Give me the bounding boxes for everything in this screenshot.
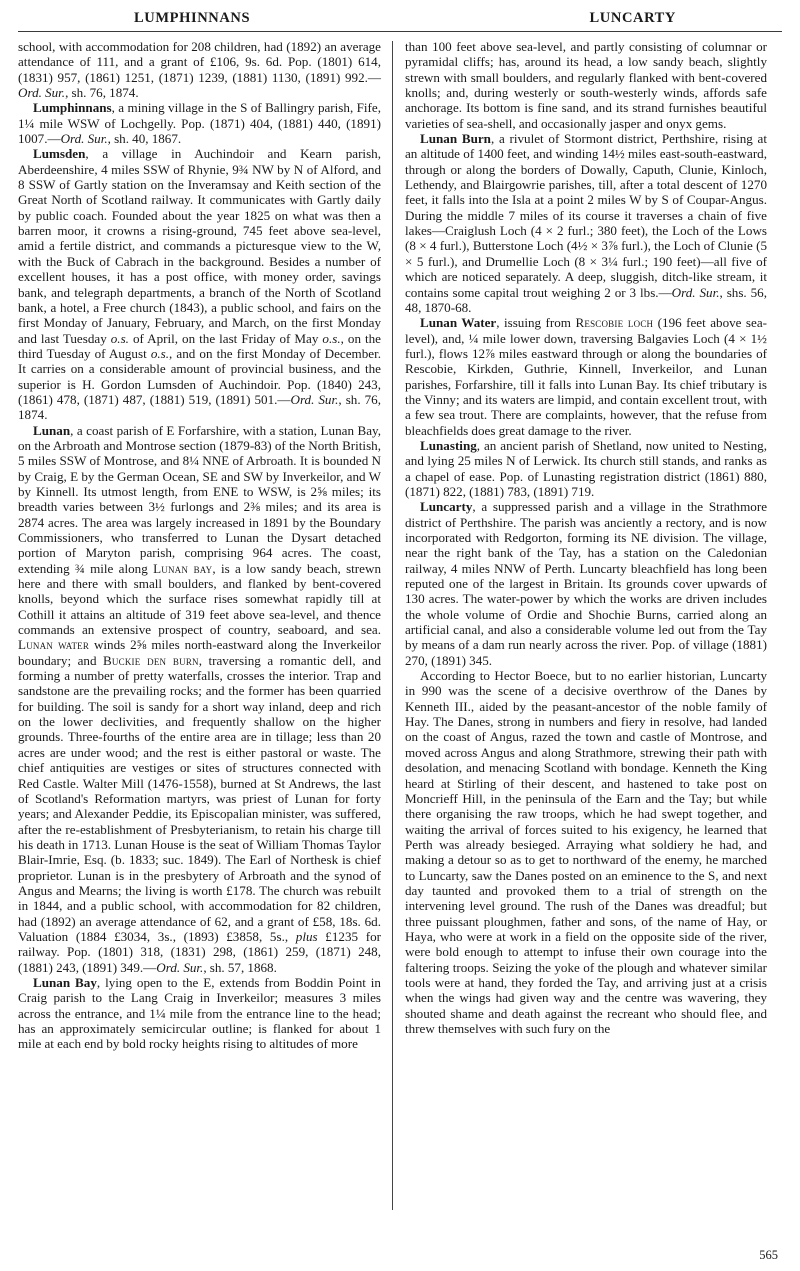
dictionary-entry: school, with accommodation for 208 children, had (1892) an average attendance of 111, and a grant of £106, 9s. 6d. Pop. (1801) 614, (1831) 957, (1861) 1251, (1871) 1239, (1881) 1130, (1891) 992.—Ord. Sur., sh. 76, 1874. [18, 39, 381, 101]
dictionary-entry: Lunan Water, issuing from Rescobie loch (196 feet above sea-level), and, ¼ mile lower down, traversing Balgavies Loch (4 × 1½ furl.), flows 12⅞ miles eastward through or along the boundaries of Rescobie, Kirkden, Guthrie, Kinnell, Inverkeilor, and Lunan parishes, Forfarshire, till it falls into Lunan Bay. Its chief tributary is the Vinny; and its waters are limpid, and contain excellent trout, with a few sea trout. There are complaints, however, that the refuse from bleachfields does great damage to the river. [405, 315, 767, 438]
header-rule [18, 31, 782, 32]
dictionary-entry: than 100 feet above sea-level, and partly consisting of columnar or pyramidal cliffs; has, around its head, a low sandy beach, slightly strewn with small boulders, and regularly flanked with bent-covered knolls; and, during westerly or south-westerly winds, affords safe anchorage. Its bottom is fine sand, and its strand furnishes beautiful varieties of sea-shell, and occasionally jasper and onyx gems. [405, 39, 767, 131]
entry-headword: Lunan Burn [420, 131, 491, 147]
dictionary-entry: Luncarty, a suppressed parish and a village in the Strathmore district of Perthshire. The parish was anciently a rectory, and is now incorporated with Redgorton, forming its NE division. The village, near the right bank of the Tay, has a station on the Caledonian railway, 4 miles NNW of Perth. Luncarty bleachfield has long been reputed one of the largest in Britain. Its grounds cover upwards of 130 acres. The water-power by which the works are driven includes the whole volume of Ordie and Shochie Burns, carried along an artificial canal, and also a considerable volume led out from the Tay by means of a dam run nearly across the river. Pop. of village (1881) 270, (1891) 345. [405, 499, 767, 668]
dictionary-entry: According to Hector Boece, but to no earlier historian, Luncarty in 990 was the scene of a decisive overthrow of the Danes by Kenneth III., aided by the peasant-ancestor of the noble family of Hay. The Danes, strong in numbers and fiery in resolve, had landed on the coast of Angus, razed the town and castle of Montrose, and moved across Angus and along Strathmore, strewing their path with desolation, and menacing Scotland with bondage. Kenneth the King heard at Stirling of their descent, and hastened to take post on Moncrieff Hill, in the peninsula of the Earn and the Tay; but while there organising the raw troops, which he had swept together, and waiting the arrival of forces suited to his exigency, he learned that Perth was already besieged. Arraying what soldiery he had, and making a detour so as to get to northward of the enemy, he marched to Luncarty, saw the Danes posted on an eminence to the S, and next day taunted and provoked them to a trial of strength on the intervening level ground. The rush of the Danes was dreadful; but three puissant ploughmen, father and sons, of the name of Hay, or Haya, who were at work in a field on the opposite side of the river, were bold enough to attempt to infuse their own courage into the faltering troops. Seizing the yoke of the plough and whatever similar tools were at hand, they forded the Tay, and arriving just at a crisis when the wings had given way and the centre was wavering, they shouted shame and death against the recreant who should flee, and threw themselves with such fury on the [405, 668, 767, 1036]
dictionary-entry: Lunasting, an ancient parish of Shetland, now united to Nesting, and lying 25 miles N of Lerwick. Its church still stands, and ranks as a chapel of ease. Pop. of Lunasting registration district (1861) 880, (1871) 822, (1881) 783, (1891) 719. [405, 437, 767, 499]
entry-headword: Luncarty [420, 499, 473, 515]
page-number: 565 [759, 1248, 778, 1262]
dictionary-entry: Lunan Bay, lying open to the E, extends from Boddin Point in Craig parish to the Lang Craig in Inverkeilor; measures 3 miles across the entrance, and 1¼ mile from the entrance line to the head; has an approximately semicircular outline; is flanked for about 1 mile at each end by bold rocky heights rising to altitudes of more [18, 974, 381, 1052]
entry-headword: Lunan [33, 422, 71, 438]
column-right [393, 39, 767, 1036]
running-head [18, 10, 782, 27]
dictionary-entry: Lunan Burn, a rivulet of Stormont district, Perthshire, rising at an altitude of 1400 feet, and winding 14½ miles east-south-eastward, through or along the borders of Dowally, Caputh, Clunie, Kinloch, Lethendy, and Blairgowrie parishes, till, after a total descent of 1270 feet, it falls into the Isla at a point 2 miles W by S of Coupar-Angus. During the middle 7 miles of its course it traverses a chain of five lakes—Craiglush Loch (4 × 2 furl.; 380 feet), the Loch of the Lows (8 × 4 furl.), Butterstone Loch (4½ × 3⅞ furl.), the Loch of Clunie (5 × 5 furl.), and Drumellie Loch (8 × 3¼ furl.; 190 feet)—all five of which are noticed separately. A deep, sluggish, ditch-like stream, it contains some capital trout weighing 2 or 3 lbs.—Ord. Sur., shs. 56, 48, 1870-68. [405, 131, 767, 315]
dictionary-entry: Lumphinnans, a mining village in the S of Ballingry parish, Fife, 1¼ mile WSW of Lochgelly. Pop. (1871) 404, (1881) 440, (1891) 1007.—Ord. Sur., sh. 40, 1867. [18, 100, 381, 147]
entry-headword: Lunasting [420, 437, 477, 453]
dictionary-entry: Lunan, a coast parish of E Forfarshire, with a station, Lunan Bay, on the Arbroath and Montrose section (1879-83) of the North British, 5 miles SSW of Montrose, and 8¼ NNE of Arbroath. It is bounded N by Craig, E by the German Ocean, SE and SW by Inverkeilor, and W by Kinnell. Its utmost length, from ENE to WSW, is 2⅝ miles; its breadth varies between 3½ furlongs and 2⅜ miles; and its area is 2874 acres. The area was largely increased in 1891 by the Boundary Commissioners, who transferred to Lunan the Dysart detached portion of Maryton parish, comprising 964 acres. The coast, extending ¾ mile along Lunan bay, is a low sandy beach, strewn here and there with small boulders, and flanked by bent-covered knolls, beyond which the surface rises somewhat rapidly till at Cothill it attains an altitude of 319 feet above sea-level, and thence commands an extensive prospect of country, seaboard, and sea. Lunan water winds 2⅝ miles north-eastward along the Inverkeilor boundary; and Buckie den burn, traversing a romantic dell, and forming a number of pretty waterfalls, crosses the interior. Trap and sandstone are the prevailing rocks; and the former has been quarried for building. The soil is sandy for a short way inland, deep and rich on the lower declivities, and frequently shallow on the higher grounds. Three-fourths of the entire area are in tillage; less than 20 acres are under wood; and the rest is either pastoral or waste. The chief antiquities are vestiges or sites of structures connected with Red Castle. Walter Mill (1476-1558), burned at St Andrews, the last of Scotland's Reformation martyrs, was priest of Lunan for forty years; and Alexander Peddie, its Episcopalian minister, was suffered, after the re-establishment of Presbyterianism, to retain his charge till his death in 1713. Lunan House is the seat of William Thomas Taylor Blair-Imrie, Esq. (b. 1833; suc. 1849). The Earl of Northesk is chief proprietor. Lunan is in the presbytery of Arbroath and the synod of Angus and Mearns; the living is worth £178. The church was rebuilt in 1844, and a public school, with accommodation for 82 children, had (1892) an average attendance of 62, and a grant of £58, 18s. 6d. Valuation (1884 £3034, 3s., (1893) £3858, 5s., plus £1235 for railway. Pop. (1801) 318, (1831) 298, (1861) 259, (1871) 248, (1881) 243, (1891) 349.—Ord. Sur., sh. 57, 1868. [18, 422, 381, 975]
entry-headword: Lunan Water [420, 315, 497, 331]
entry-headword: Lumphinnans [33, 100, 112, 116]
entry-headword: Lunan Bay [33, 974, 97, 990]
text-columns [18, 39, 782, 1244]
entry-headword: Lumsden [33, 146, 86, 162]
running-head-left: LUMPHINNANS [134, 10, 251, 26]
column-left [18, 39, 392, 1052]
running-head-right: LUNCARTY [589, 10, 676, 26]
dictionary-entry: Lumsden, a village in Auchindoir and Kearn parish, Aberdeenshire, 4 miles SSW of Rhynie, 9¾ NW by N of Alford, and 8 SSW of Gartly station on the Inveramsay and Keith section of the Great North of Scotland railway. It communicates with Gartly daily by public coach. Founded about the year 1825 on what was then a barren moor, it crowns a rising-ground, 745 feet above sea-level, amid a fertile district, and commands a picturesque view to the W, with the Buck of Cabrach in the background. Besides a number of excellent houses, it has a post office, with money order, savings bank, and telegraph departments, a branch of the North of Scotland bank, a hotel, a Free church (1843), a public school, and fairs on the first Monday of January, February, and March, on the first Monday and last Tuesday o.s. of April, on the last Friday of May o.s., on the third Tuesday of August o.s., and on the first Monday of December. It carries on a considerable amount of provincial business, and the superior is H. Gordon Lumsden of Auchindoir. Pop. (1840) 243, (1861) 478, (1871) 487, (1881) 519, (1891) 501.—Ord. Sur., sh. 76, 1874. [18, 146, 382, 423]
